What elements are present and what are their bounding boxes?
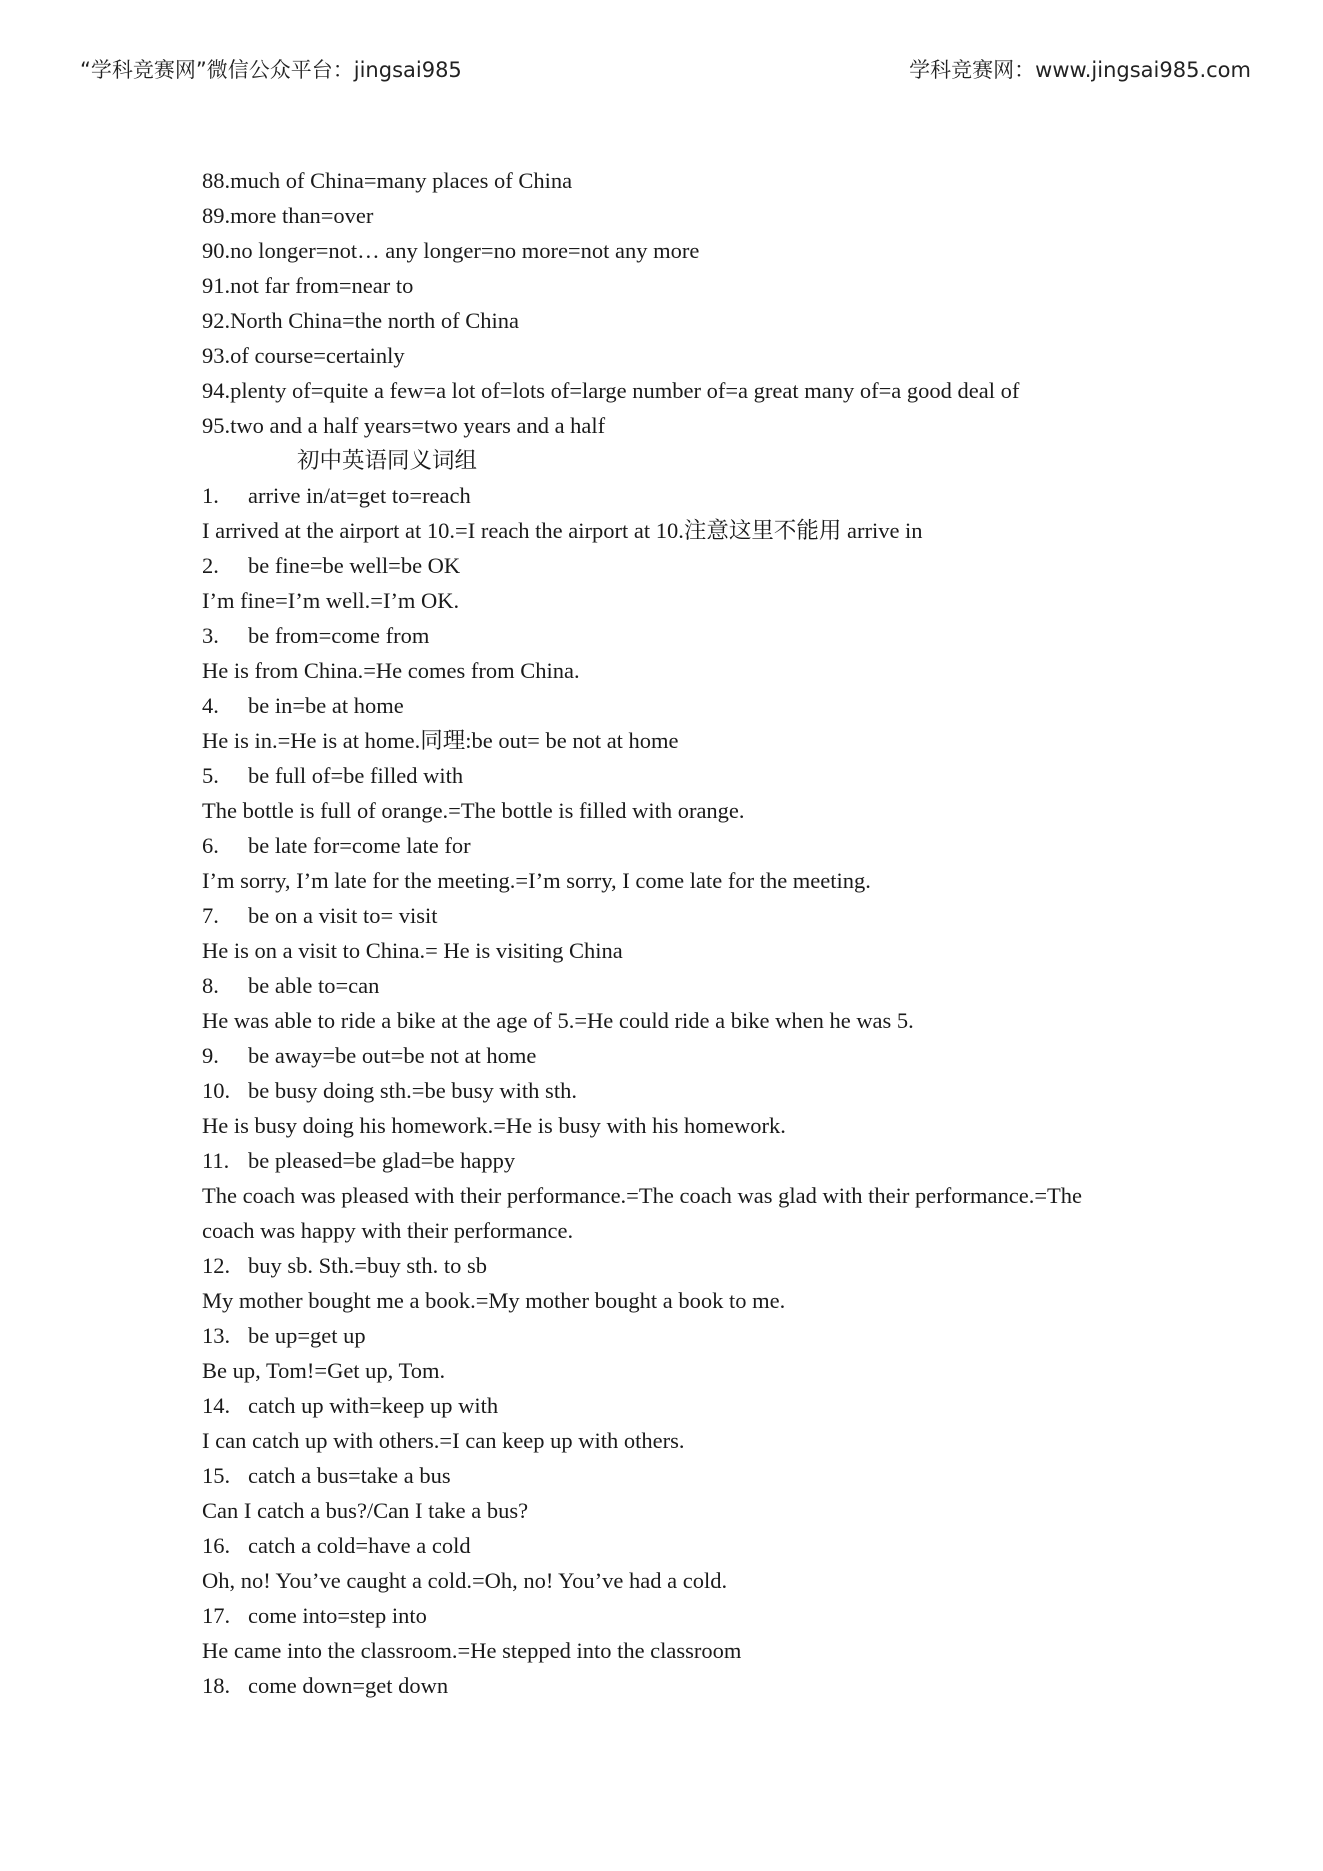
line-text: He is busy doing his homework.=He is busy with his homework.: [202, 1113, 786, 1138]
example-sentence: [202, 1003, 1162, 1038]
phrase-entry: [202, 688, 1162, 723]
line-text: He is on a visit to China.= He is visiting China: [202, 938, 623, 963]
entry-number: 7.: [202, 903, 219, 928]
line-text: 95.two and a half years=two years and a half: [202, 413, 606, 438]
line-text: be in=be at home: [248, 693, 404, 718]
line-text: My mother bought me a book.=My mother bought a book to me.: [202, 1288, 786, 1313]
line-text: He is in.=He is at home.同理:be out= be not at home: [202, 728, 679, 753]
example-sentence: [202, 793, 1162, 828]
line-text: 94.plenty of=quite a few=a lot of=lots of=large number of=a great many of=a good deal of: [202, 378, 1020, 403]
example-sentence: [202, 1178, 1162, 1213]
line-text: be fine=be well=be OK: [248, 553, 461, 578]
phrase-entry: [202, 478, 1162, 513]
entry-number: 8.: [202, 973, 219, 998]
line-text: be pleased=be glad=be happy: [248, 1148, 516, 1173]
line-text: come down=get down: [248, 1673, 449, 1698]
example-sentence: [202, 863, 1162, 898]
line-text: come into=step into: [248, 1603, 427, 1628]
line-text: He was able to ride a bike at the age of 5.=He could ride a bike when he was 5.: [202, 1008, 914, 1033]
phrase-entry: [202, 1388, 1162, 1423]
line-text: Be up, Tom!=Get up, Tom.: [202, 1358, 446, 1383]
line-text: The bottle is full of orange.=The bottle is filled with orange.: [202, 798, 745, 823]
header-right-text: 学科竞赛网：www.jingsai985.com: [909, 58, 1251, 82]
line-text: be away=be out=be not at home: [248, 1043, 537, 1068]
example-sentence: [202, 303, 1162, 338]
entry-number: 3.: [202, 623, 219, 648]
example-sentence: [202, 1108, 1162, 1143]
example-sentence: [202, 1213, 1162, 1248]
example-sentence: [202, 1353, 1162, 1388]
line-text: He is from China.=He comes from China.: [202, 658, 580, 683]
example-sentence: [202, 1283, 1162, 1318]
phrase-entry: [202, 1458, 1162, 1493]
line-text: Oh, no! You’ve caught a cold.=Oh, no! You’ve had a cold.: [202, 1568, 728, 1593]
entry-number: 11.: [202, 1148, 230, 1173]
line-text: He came into the classroom.=He stepped into the classroom: [202, 1638, 742, 1663]
line-text: I’m fine=I’m well.=I’m OK.: [202, 588, 460, 613]
line-text: coach was happy with their performance.: [202, 1218, 574, 1243]
example-sentence: [202, 583, 1162, 618]
line-text: catch a cold=have a cold: [248, 1533, 471, 1558]
line-text: catch a bus=take a bus: [248, 1463, 451, 1488]
line-text: 92.North China=the north of China: [202, 308, 520, 333]
entry-number: 2.: [202, 553, 219, 578]
line-text: arrive in/at=get to=reach: [248, 483, 471, 508]
example-sentence: [202, 338, 1162, 373]
phrase-entry: [202, 898, 1162, 933]
line-text: Can I catch a bus?/Can I take a bus?: [202, 1498, 529, 1523]
entry-number: 13.: [202, 1323, 231, 1348]
line-text: 93.of course=certainly: [202, 343, 405, 368]
line-text: catch up with=keep up with: [248, 1393, 499, 1418]
phrase-entry: [202, 1143, 1162, 1178]
line-text: be on a visit to= visit: [248, 903, 438, 928]
document-body: [202, 163, 1162, 1703]
phrase-entry: [202, 828, 1162, 863]
line-text: I’m sorry, I’m late for the meeting.=I’m sorry, I come late for the meeting.: [202, 868, 871, 893]
entry-number: 10.: [202, 1078, 231, 1103]
example-sentence: [202, 373, 1162, 408]
line-text: 89.more than=over: [202, 203, 374, 228]
line-text: 90.no longer=not… any longer=no more=not any more: [202, 238, 700, 263]
line-text: be full of=be filled with: [248, 763, 464, 788]
line-text: be able to=can: [248, 973, 380, 998]
line-text: The coach was pleased with their performance.=The coach was glad with their performance.=The: [202, 1183, 1082, 1208]
line-text: 91.not far from=near to: [202, 273, 414, 298]
phrase-entry: [202, 1038, 1162, 1073]
phrase-entry: [202, 968, 1162, 1003]
entry-number: 9.: [202, 1043, 219, 1068]
phrase-entry: [202, 1598, 1162, 1633]
entry-number: 6.: [202, 833, 219, 858]
phrase-entry: [202, 1073, 1162, 1108]
entry-number: 4.: [202, 693, 219, 718]
example-sentence: [202, 1563, 1162, 1598]
entry-number: 12.: [202, 1253, 231, 1278]
phrase-entry: [202, 1528, 1162, 1563]
example-sentence: [202, 233, 1162, 268]
example-sentence: [202, 1493, 1162, 1528]
example-sentence: [202, 1633, 1162, 1668]
line-text: be late for=come late for: [248, 833, 471, 858]
example-sentence: [202, 268, 1162, 303]
example-sentence: [202, 198, 1162, 233]
example-sentence: [202, 408, 1162, 443]
line-text: buy sb. Sth.=buy sth. to sb: [248, 1253, 487, 1278]
line-text: 88.much of China=many places of China: [202, 168, 573, 193]
line-text: I can catch up with others.=I can keep up with others.: [202, 1428, 685, 1453]
entry-number: 18.: [202, 1673, 231, 1698]
line-text: I arrived at the airport at 10.=I reach the airport at 10.注意这里不能用 arrive in: [202, 518, 923, 543]
example-sentence: [202, 1423, 1162, 1458]
example-sentence: [202, 513, 1162, 548]
entry-number: 16.: [202, 1533, 231, 1558]
line-text: be from=come from: [248, 623, 430, 648]
phrase-entry: [202, 618, 1162, 653]
phrase-entry: [202, 548, 1162, 583]
line-text: 初中英语同义词组: [297, 448, 478, 473]
example-sentence: [202, 653, 1162, 688]
header-left-text: “学科竞赛网”微信公众平台：jingsai985: [80, 58, 462, 82]
entry-number: 17.: [202, 1603, 231, 1628]
example-sentence: [202, 163, 1162, 198]
phrase-entry: [202, 758, 1162, 793]
phrase-entry: [202, 1668, 1162, 1703]
entry-number: 5.: [202, 763, 219, 788]
phrase-entry: [202, 1248, 1162, 1283]
section-heading: [202, 443, 1162, 478]
line-text: be up=get up: [248, 1323, 366, 1348]
line-text: be busy doing sth.=be busy with sth.: [248, 1078, 577, 1103]
entry-number: 15.: [202, 1463, 231, 1488]
entry-number: 1.: [202, 483, 219, 508]
example-sentence: [202, 933, 1162, 968]
example-sentence: [202, 723, 1162, 758]
phrase-entry: [202, 1318, 1162, 1353]
entry-number: 14.: [202, 1393, 231, 1418]
